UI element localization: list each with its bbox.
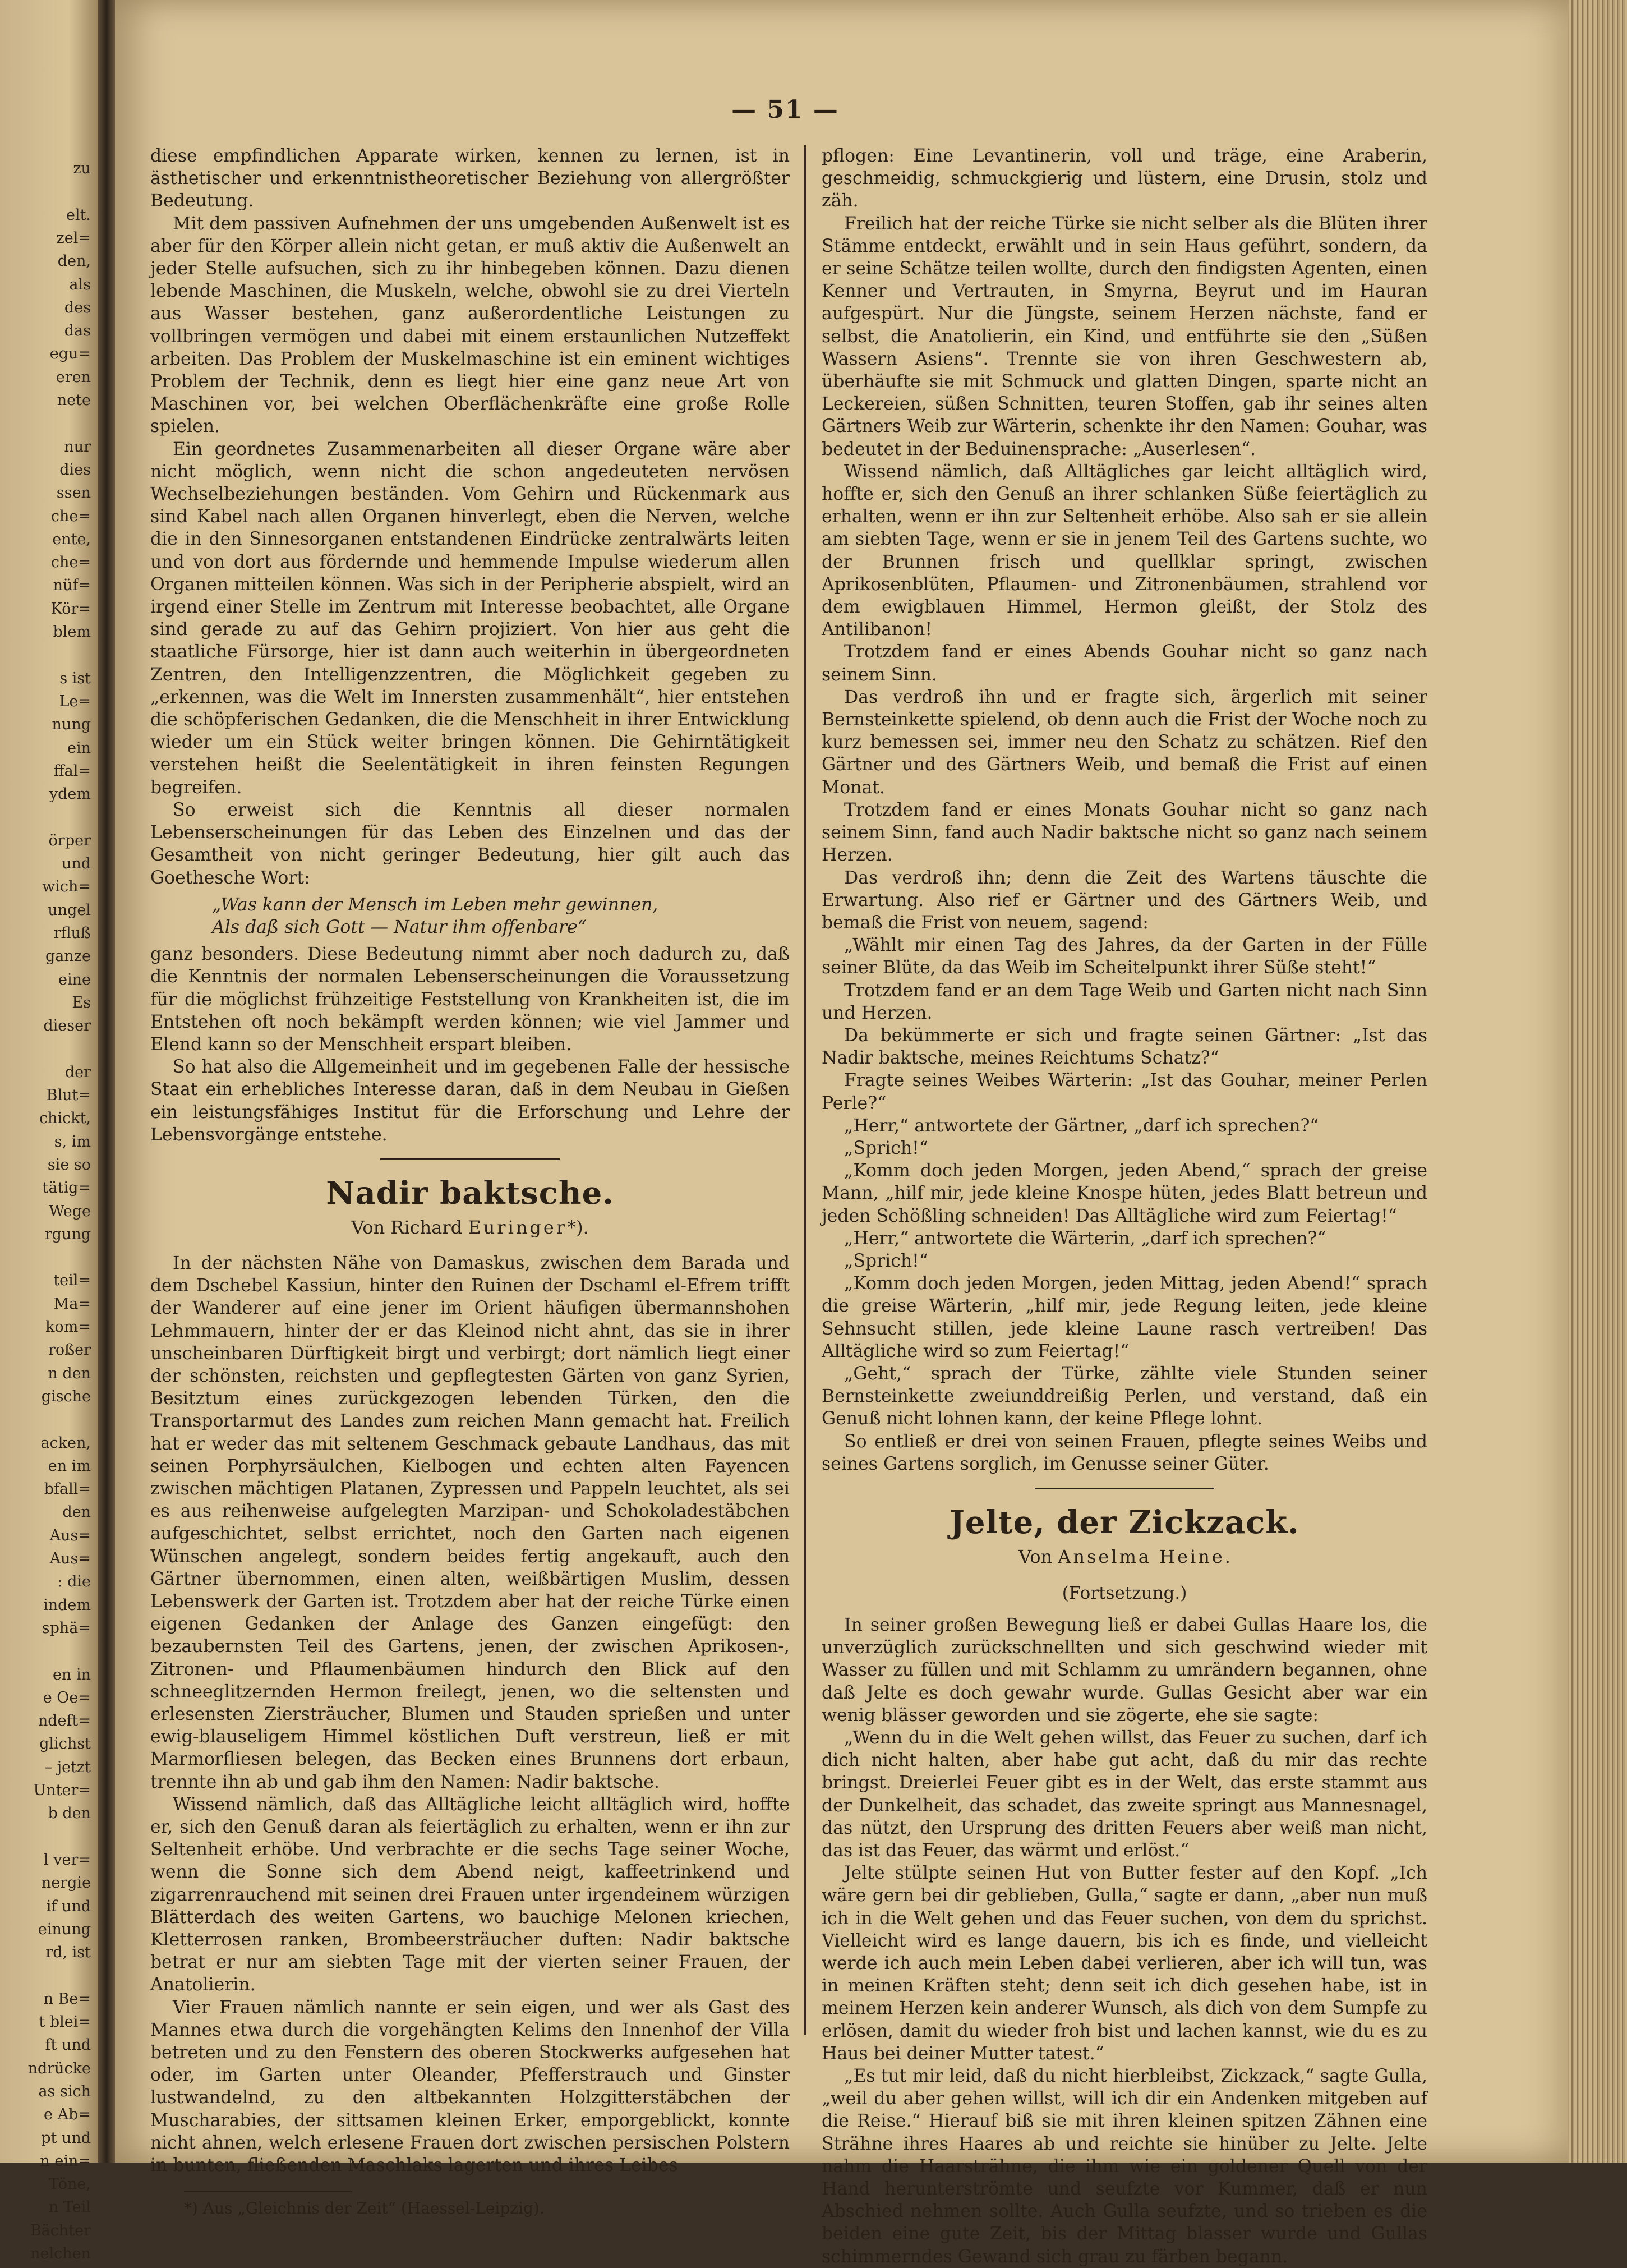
byline-prefix: Von <box>1018 1545 1058 1567</box>
paragraph: Wissend nämlich, daß Alltägliches gar leicht alltäglich wird, hoffte er, sich den Genuß an ihrer schlanken Süße feiertäglich zu erhalten, wenn er ihn zur Seltenheit erhöbe. Also sah er sie allein am siebten Tage, wenn er sie in jenem Teil des Gartens suchte, wo der Brunnen frisch und quellklar springt, zwischen Aprikosenblüten, Pflaumen- und Zitronenbäumen, strahlend vor dem ewigblauen Himmel, Hermon gleißt, der Stolz des Antilibanon! <box>822 461 1427 640</box>
left-page-fragment: gische <box>41 1387 91 1405</box>
left-page-fragment: Le= <box>59 692 91 710</box>
paragraph: So entließ er drei von seinen Frauen, pflegte seines Weibs und seines Gartens sorglich, im Genusse seiner Güter. <box>822 1431 1427 1474</box>
paragraph: In der nächsten Nähe von Damaskus, zwischen dem Barada und dem Dschebel Kassiun, hinter den Ruinen der Dschaml el-Efrem trifft der Wanderer auf eine jener im Orient häufigen übermannshohen Lehmmauern, hinter der er das Kleinod nicht ahnt, das sie in ihrer unscheinbaren Dürftigkeit birgt und verbirgt; dort nämlich liegt einer der schönsten, reichsten und gepflegtesten Gärten von ganz Syrien, Besitztum eines zurückgezogen lebenden Türken, den die Transportarmut des Landes zum reichen Mann gemacht hat. Freilich hat er weder das mit seltenem Geschmack gebaute Landhaus, das mit seinen Porphyrsäulchen, Kielbogen und echten alten Fayencen zwischen mächtigen Platanen, Zypressen und Pappeln leuchtet, als sei es aus reihenweise aufgelegten Marzipan- und Schokoladestäbchen aufgeschichtet, selbst errichtet, noch den Garten nach eigenen Wünschen angelegt, sondern beides fertig angekauft, auch den Gärtner übernommen, einen alten, weißbärtigen Muslim, dessen Lebenswerk der Garten ist. Trotzdem aber hat der reiche Türke einen eigenen Gedanken der Anlage des Ganzen eingefügt: den bezaubernsten Teil des Gartens, jenen, der zwischen Aprikosen-, Zitronen- und Pflaumenbäumen hindurch den Blick auf den schneeglitzernden Hermon freilegt, jenen, wo die seltensten und erlesensten Ziersträucher, Blumen und Stauden sprießen und unter ewig-blauseligem Himmel köstlichen Duft verstreun, ließ er mit Marmorfliesen belegen, das Becken eines Brunnens dort erbaun, trennte ihn ab und gab ihm den Namen: Nadir baktsche. <box>150 1253 790 1792</box>
left-page-fragment: Töne, <box>48 2175 91 2193</box>
left-page-fragment: acken, <box>40 1434 91 1452</box>
left-column <box>150 145 790 2219</box>
left-page-fragment: nur <box>64 438 91 456</box>
paragraph: Ein geordnetes Zusammenarbeiten all dieser Organe wäre aber nicht möglich, wenn nicht die schon angedeuteten nervösen Wechselbeziehungen beständen. Vom Gehirn und Rückenmark aus sind Kabel nach allen Organen hinverlegt, eben die Nerven, welche die in den Sinnesorganen entstandenen Eindrücke zentralwärts leiten und von dort aus fördernde und hemmende Impulse wiederum allen Organen mitteilen können. Was sich in der Peripherie abspielt, wird an irgend einer Stelle im Zentrum mit Interesse beobachtet, alle Organe sind gerade zu auf das Gehirn projiziert. Von hier aus geht die staatliche Fürsorge, hier ist dann auch weiterhin in übergeordneten Zentren, den Intelligenzzentren, die Möglichkeit gegeben zu „erkennen, was die Welt im Innersten zusammenhält“, hier entstehen die schöpferischen Gedanken, die die Menschheit in ihrer Entwicklung wieder um ein Stück weiter bringen können. Die Gehirntätigkeit verstehen heißt die Seelentätigkeit in ihren feinsten Regungen begreifen. <box>150 439 790 798</box>
paragraph: Jelte stülpte seinen Hut von Butter fester auf den Kopf. „Ich wäre gern bei dir geblieben, Gulla,“ sagte er dann, „aber nun muß ich in die Welt gehen und das Feuer suchen, von dem du sprichst. Vielleicht wird es lange dauern, bis ich es finde, und vielleicht werde ich auch mein Leben dabei verlieren, aber ich will tun, was in meinen Kräften steht; denn seit ich dich gesehen habe, ist in meinem Herzen kein anderer Wunsch, als dich von dem Sumpfe zu erlösen, damit du wieder froh bist und lachen kannst, wie du es zu Haus bei deiner Mutter tatest.“ <box>822 1863 1427 2064</box>
left-page-fragment: Aus= <box>49 1550 91 1567</box>
left-page-fragment: ein <box>67 739 91 757</box>
paragraph: Vier Frauen nämlich nannte er sein eigen, und wer als Gast des Mannes etwa durch die vorgehängten Kelims den Innenhof der Villa betreten und zu den Fenstern des oberen Stockwerks aufgesehen hat oder, im Garten unter Oleander, Pfefferstrauch und Ginster lustwandelnd, zu den altbekannten Holzgitterstäbchen der Muscharabies, der sittsamen kleinen Erker, emporgeblickt, konnte nicht ahnen, welch erlesene Frauen dort zwischen persischen Polstern in bunten, fließenden Maschlaks lagerten und ihres Leibes <box>150 1997 790 2176</box>
author-name: Anselma Heine <box>1058 1545 1225 1567</box>
paragraph: „Komm doch jeden Morgen, jeden Abend,“ sprach der greise Mann, „hilf mir, jede kleine Knospe hüten, jedes Blatt betreun und jeden Schößling schneiden! Das Alltägliche wird zum Feiertag!“ <box>822 1161 1427 1226</box>
byline-suffix: . <box>1224 1545 1230 1567</box>
left-page-fragment: ft und <box>45 2036 91 2054</box>
book-gutter <box>98 0 115 2163</box>
left-page-fragment: n Teil <box>48 2198 91 2216</box>
paragraph: „Wenn du in die Welt gehen willst, das Feuer zu suchen, darf ich dich nicht halten, aber habe gut acht, daß du mir das rechte bringst. Dreierlei Feuer gibt es in der Welt, das erste stammt aus der Dunkelheit, das schadet, das zweite springt aus Mannesnagel, das nützt, den Ursprung des dritten Feuers aber weiß man nicht, das ist das Feuer, das wärmt und erlöst.“ <box>822 1728 1427 1861</box>
left-page-fragment: teil= <box>53 1272 91 1290</box>
left-page-fragment: Ma= <box>53 1295 91 1313</box>
left-page-fragment: tätig= <box>42 1179 91 1197</box>
left-page-fragment: des <box>64 298 91 316</box>
paragraph: Das verdroß ihn und er fragte sich, ärgerlich mit seiner Bernsteinkette spielend, ob denn auch die Frist der Woche noch zu kurz bemessen sei, immer neu den Schatz zu schätzen. Rief den Gärtner und des Gärtners Weib, und bemaß die Frist auf einen Monat. <box>822 687 1427 798</box>
left-page-fragment: en in <box>53 1666 91 1683</box>
goethe-quote <box>212 894 790 939</box>
left-page-fragment: rfluß <box>53 924 91 942</box>
left-page-fragment: Bächter <box>30 2221 91 2239</box>
paragraph: Das verdroß ihn; denn die Zeit des Wartens täuschte die Erwartung. Also rief er Gärtner und des Gärtners Weib, und bemaß die Frist von neuem, sagend: <box>822 867 1427 933</box>
column-rule <box>804 145 806 2035</box>
left-page-fragment: nung <box>52 716 91 734</box>
left-page-fragment: nelchen <box>30 2245 91 2262</box>
left-page-fragment: den <box>62 1503 91 1521</box>
left-page-fragment: chickt, <box>39 1110 91 1128</box>
verse-line: „Was kann der Mensch im Leben mehr gewinnen, <box>212 894 658 915</box>
author-name: Euringer <box>468 1216 568 1238</box>
paragraph: „Sprich!“ <box>844 1138 928 1158</box>
left-page-fragment: blem <box>53 623 91 641</box>
paragraph: „Herr,“ antwortete die Wärterin, „darf ich sprechen?“ <box>844 1228 1326 1249</box>
section-divider <box>1035 1488 1214 1489</box>
left-page-fragment: ganze <box>45 947 91 965</box>
left-page-fragment: as sich <box>38 2082 91 2100</box>
story-byline <box>150 1215 790 1240</box>
paragraph: Trotzdem fand er eines Monats Gouhar nicht so ganz nach seinem Sinn, fand auch Nadir baktsche nicht so ganz nach seinem Herzen. <box>822 799 1427 866</box>
paragraph: So hat also die Allgemeinheit und im gegebenen Falle der hessische Staat ein erhebliches Interesse daran, daß in dem Neubau in Gießen ein leistungsfähiges Institut für die Erforschung und Lehre der Lebensvorgänge entstehe. <box>150 1057 790 1145</box>
left-page-fragment: ydem <box>49 785 91 803</box>
left-page-fragment: und <box>61 855 91 872</box>
left-page-fragment: b den <box>48 1805 91 1823</box>
left-page-fragment: Aus= <box>49 1526 91 1544</box>
left-page-fragment: indem <box>43 1596 91 1614</box>
left-page-fragment: der <box>64 1063 91 1081</box>
left-page-fragment: glichst <box>39 1735 91 1753</box>
paragraph: „Geht,“ sprach der Türke, zählte viele Stunden seiner Bernsteinkette zweiunddreißig Perlen, und verstand, daß ein Genuß nicht lohnen kann, der keine Pflege lohnt. <box>822 1363 1427 1429</box>
left-page-fragment: : die <box>57 1573 91 1591</box>
left-page-fragment: elt. <box>66 206 91 224</box>
left-page-fragment: dieser <box>43 1017 91 1035</box>
left-page-fragment: n den <box>48 1364 91 1382</box>
left-page-fragment: ungel <box>48 901 91 919</box>
left-page-fragment: sphä= <box>42 1619 91 1637</box>
left-page-fragment: – jetzt <box>44 1758 91 1776</box>
paragraph: Trotzdem fand er an dem Tage Weib und Garten nicht nach Sinn und Herzen. <box>822 980 1427 1023</box>
story-continuation <box>822 145 1427 1475</box>
left-page-fragment: Wege <box>49 1202 91 1220</box>
left-page-fragment: che= <box>50 507 91 525</box>
paragraph: „Sprich!“ <box>844 1250 928 1271</box>
section-divider <box>380 1158 560 1160</box>
left-page-fragment: n Be= <box>43 1990 91 2008</box>
paragraph: Wissend nämlich, daß das Alltägliche leicht alltäglich wird, hoffte er, sich den Genuß daran als feiertäglich zu erhalten, wenn er ihn zur Seltenheit erhöbe. Und verbrachte er die sechs Tage seiner Woche, wenn die Sonne sich dem Abend neigt, kaffeetrinkend und zigarrenrauchend mit seinen drei Frauen unter irgendeinem würzigen Blätterdach des weiten Gartens, wo bauchige Melonen kriechen, Kletterrosen ranken, Brombeersträucher duften: Nadir baktsche betrat er nur am siebten Tage mit der vierten seiner Frauen, der Anatolierin. <box>150 1794 790 1995</box>
left-page-fragment: roßer <box>48 1341 91 1359</box>
left-page-fragment: dies <box>59 461 91 479</box>
left-page-fragment: Blut= <box>46 1087 91 1104</box>
left-page-fragment: t blei= <box>39 2013 91 2031</box>
left-page-fragment: nergie <box>41 1874 91 1892</box>
left-page-fragment: e Oe= <box>43 1689 91 1706</box>
left-page-fragment: n ein= <box>40 2152 91 2170</box>
page-number: — 51 — <box>731 95 839 124</box>
left-page-fragment: if und <box>46 1897 91 1915</box>
story2-subtitle: (Fortsetzung.) <box>1062 1582 1187 1603</box>
story-title: Nadir baktsche. <box>326 1174 614 1212</box>
left-page-fragment: das <box>64 322 91 340</box>
left-page-fragment: nete <box>57 392 91 409</box>
left-page-fragment: als <box>69 275 91 293</box>
left-page-fragment: ente, <box>52 530 91 548</box>
left-page-fragment: wich= <box>42 878 91 896</box>
left-page-fragment: en im <box>48 1457 91 1475</box>
left-page-fragment: egu= <box>49 345 91 363</box>
paragraph: ganz besonders. Diese Bedeutung nimmt aber noch dadurch zu, daß die Kenntnis der normalen Lebenserscheinungen die Voraussetzung für die möglichst frühzeitige Feststellung von Krankheiten ist, die im Entstehen oft noch bekämpft werden können; wie viel Jammer und Elend kann so der Menschheit erspart bleiben. <box>150 944 790 1055</box>
paragraph: „Es tut mir leid, daß du nicht hierbleibst, Zickzack,“ sagte Gulla, „weil du aber gehen willst, will ich dir ein Andenken mitgeben auf die Reise.“ Hierauf biß sie mit ihren kleinen spitzen Zähnen eine Strähne ihres Haares ab und reichte sie hinüber zu Jelte. Jelte nahm die Haarsträhne, die ihm wie ein goldener Quell von der Hand herunterströmte und seufzte vor Kummer, daß er nun Abschied nehmen sollte. Auch Gulla seufzte, und so trieben es die beiden eine gute Zeit, bis der Mittag blasser wurde und Gullas schimmerndes Gewand sich grau zu färben begann. <box>822 2066 1427 2267</box>
paragraph: pflogen: Eine Levantinerin, voll und träge, eine Araberin, geschmeidig, schmuckgierig und lüstern, eine Drusin, stolz und zäh. <box>822 146 1427 211</box>
left-page-fragment: e Ab= <box>44 2106 91 2124</box>
paragraph: So erweist sich die Kenntnis all dieser normalen Lebenserscheinungen für das Leben des Einzelnen und das der Gesamtheit von nicht geringer Bedeutung, hier gilt auch das Goethesche Wort: <box>150 799 790 888</box>
paragraph: Mit dem passiven Aufnehmen der uns umgebenden Außenwelt ist es aber für den Körper allein nicht getan, er muß aktiv die Außenwelt an jeder Stelle aufsuchen, sich zu ihr hinbegeben können. Dazu dienen lebende Maschinen, die Muskeln, welche, obwohl sie zu drei Vierteln aus Wasser bestehen, ganz außerordentliche Leistungen zu vollbringen vermögen und dabei mit einem erstaunlichen Nutzeffekt arbeiten. Das Problem der Muskelmaschine ist ein eminent wichtiges Problem der Technik, denn es liegt hier eine ganz neue Art von Maschinen vor, bei welchen Oberflächenkräfte eine große Rolle spielen. <box>150 213 790 437</box>
left-page-fragment: eren <box>56 368 91 386</box>
left-page-fragment: den, <box>57 252 91 270</box>
left-page-fragment: bfall= <box>44 1480 91 1498</box>
left-page-fragment: Es <box>72 993 91 1011</box>
paragraph: „Komm doch jeden Morgen, jeden Mittag, jeden Abend!“ sprach die greise Wärterin, „hilf mir, jede Regung leiten, jede kleine Sehnsucht stillen, jede kleine Laune rasch vertreiben! Das Alltägliche wird so zum Feiertag!“ <box>822 1273 1427 1361</box>
right-column <box>822 145 1427 2268</box>
left-page-fragment: sie so <box>47 1156 91 1174</box>
paragraph: In seiner großen Bewegung ließ er dabei Gullas Haare los, die unverzüglich zurückschnellten und sich geschwind wieder mit Wasser zu füllen und mit Schlamm zu umrändern begannen, ohne daß Jelte es doch gewahr wurde. Gullas Gesicht aber war ein wenig blässer geworden und sie zögerte, ehe sie sagte: <box>822 1614 1427 1726</box>
left-page-fragment: kom= <box>45 1318 91 1336</box>
left-page-fragment: ffal= <box>53 762 91 780</box>
paragraph: „Wählt mir einen Tag des Jahres, da der Garten in der Fülle seiner Blüte, da das Weib im Scheitelpunkt ihrer Süße steht!“ <box>822 935 1427 978</box>
story2-title: Jelte, der Zickzack. <box>950 1503 1299 1541</box>
footnote: *) Aus „Gleichnis der Zeit“ (Haessel-Leipzig). <box>184 2199 545 2218</box>
adjacent-left-page <box>0 0 98 2262</box>
paragraph: Fragte seines Weibes Wärterin: „Ist das Gouhar, meiner Perlen Perle?“ <box>822 1070 1427 1114</box>
paragraph: „Herr,“ antwortete der Gärtner, „darf ich sprechen?“ <box>844 1115 1319 1136</box>
left-page-fragment: Unter= <box>33 1782 91 1799</box>
story2-byline <box>822 1544 1427 1569</box>
left-page-fragment: ndrücke <box>27 2059 91 2077</box>
byline-suffix: *). <box>567 1216 589 1238</box>
left-page-fragment: che= <box>50 554 91 572</box>
left-page-fragment: Kör= <box>50 600 91 618</box>
paragraph: diese empfindlichen Apparate wirken, kennen zu lernen, ist in ästhetischer und erkenntnistheoretischer Beziehung von allergrößter Bedeutung. <box>150 146 790 211</box>
left-page-fragment: eine <box>58 970 91 988</box>
left-page-fragment: rd, ist <box>45 1944 91 1962</box>
left-page-fragment: ssen <box>56 484 91 502</box>
left-page-fragment: nüf= <box>53 577 91 595</box>
left-page-fragment: ndeft= <box>38 1712 91 1730</box>
byline-prefix: Von Richard <box>351 1216 468 1238</box>
left-page-fragment: zel= <box>56 229 91 247</box>
left-page-fragment: s, im <box>54 1133 91 1151</box>
paragraph: Freilich hat der reiche Türke sie nicht selber als die Blüten ihrer Stämme entdeckt, erwählt und in sein Haus geführt, sondern, da er seine Schätze teilen wollte, durch den findigsten Agenten, einen Kenner und Vertrauten, in Smyrna, Beyrut und im Hauran aufgespürt. Nur die Jüngste, seinem Herzen nächste, fand er selbst, die Anatolierin, ein Kind, und entführte sie den „Süßen Wassern Asiens“. Trennte sie von ihren Geschwestern ab, überhäufte sie mit Schmuck und glatten Dingen, sparte nicht an Leckereien, süßen Schnitten, teuren Stoffen, gab ihr seines alten Gärtners Weib zur Wärterin, schenkte ihr den Namen: Gouhar, was bedeutet in der Beduinensprache: „Auserlesen“. <box>822 213 1427 459</box>
left-page-fragment: l ver= <box>44 1851 91 1869</box>
verse-line: Als daß sich Gott — Natur ihm offenbare“ <box>212 917 587 937</box>
footnote-divider <box>184 2191 352 2192</box>
paragraph: Trotzdem fand er eines Abends Gouhar nicht so ganz nach seinem Sinn. <box>822 642 1427 685</box>
left-page-fragment: zu <box>73 160 91 177</box>
left-page-fragment: rgung <box>44 1225 91 1243</box>
left-page-fragment: örper <box>48 831 91 849</box>
left-page-fragment: einung <box>38 1920 91 1938</box>
paragraph: Da bekümmerte er sich und fragte seinen Gärtner: „Ist das Nadir baktsche, meines Reichtums Schatz?“ <box>822 1025 1427 1069</box>
left-page-fragment: pt und <box>41 2129 91 2147</box>
left-page-fragment: s ist <box>59 669 91 687</box>
page-edges <box>1568 0 1627 2163</box>
